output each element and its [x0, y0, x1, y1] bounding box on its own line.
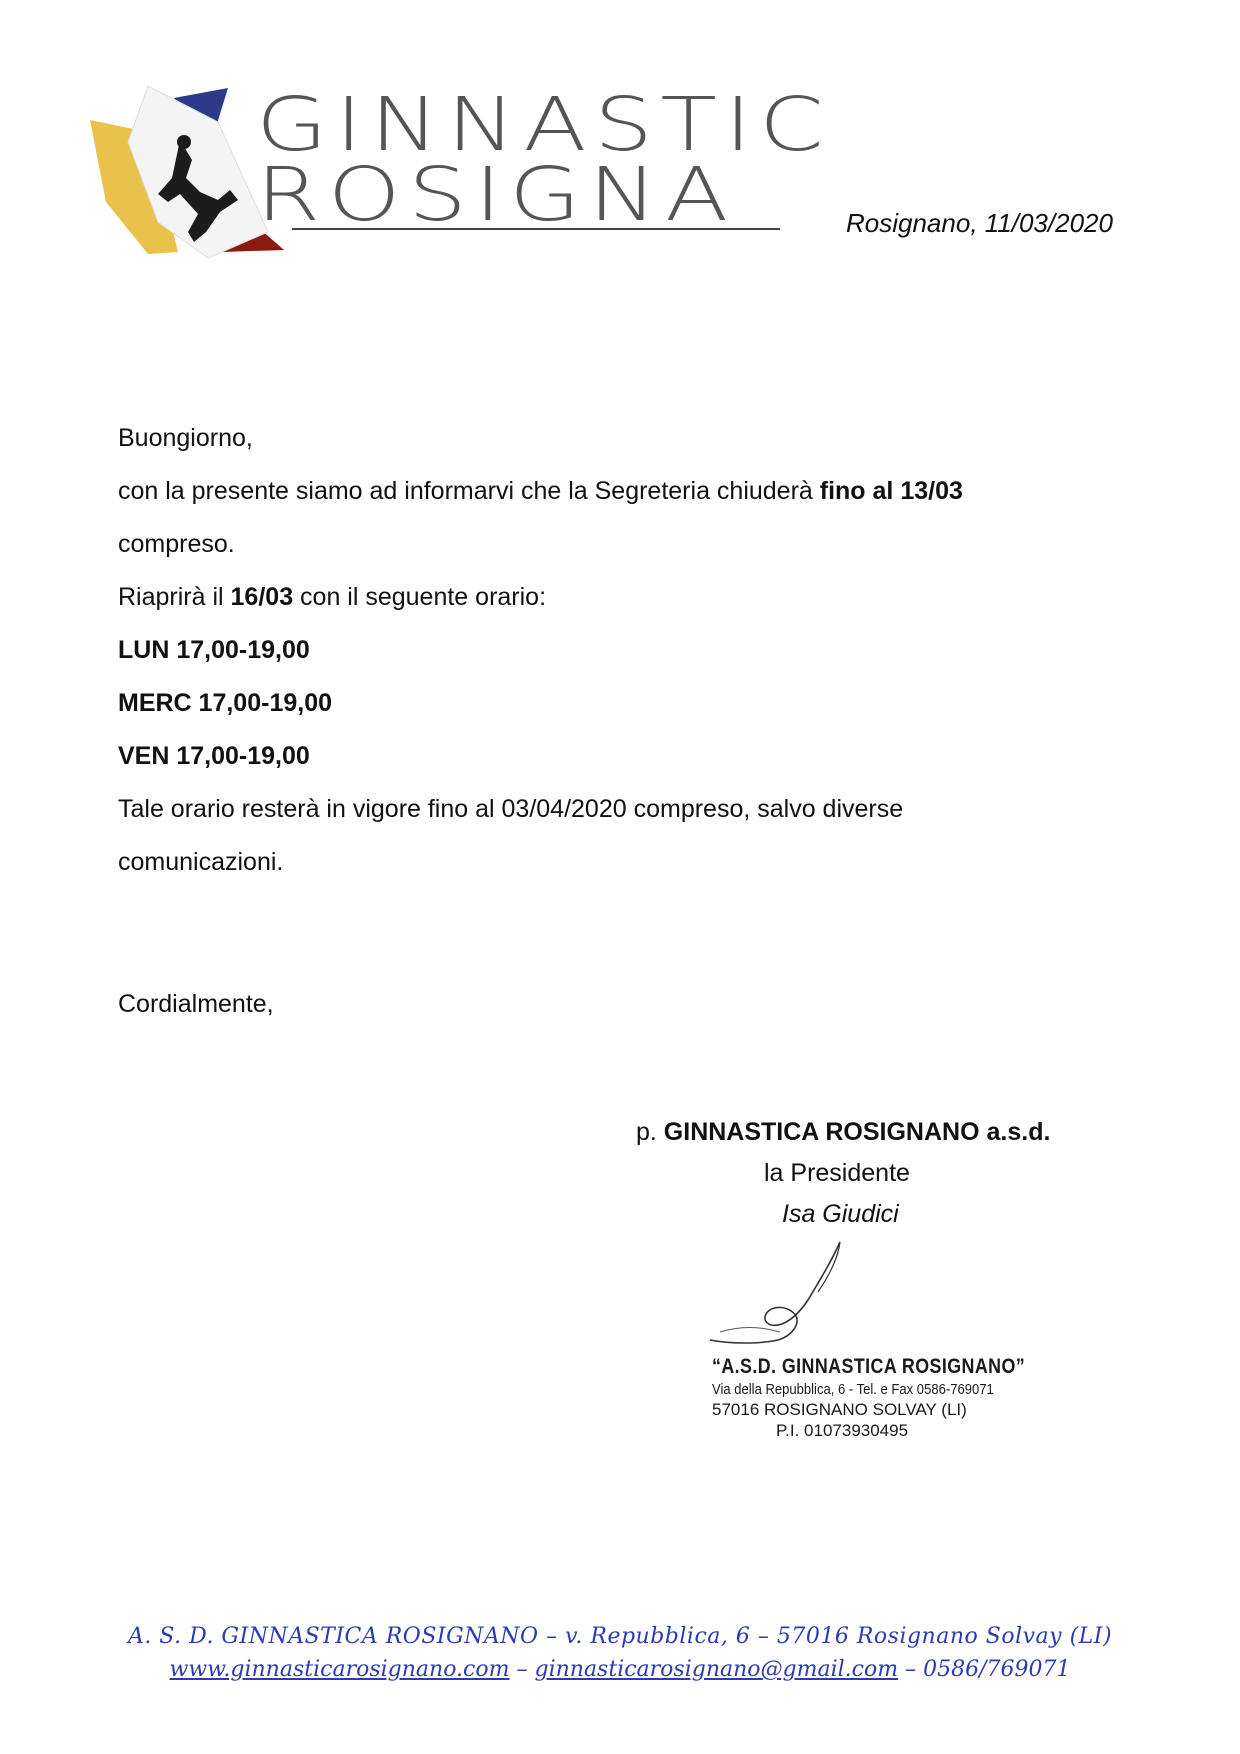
reopening-text-end: con il seguente orario: — [293, 583, 547, 611]
footer-contacts — [0, 1657, 1240, 1682]
signature-organization — [636, 1118, 1050, 1147]
closing-notice-continuation: compreso. — [118, 530, 235, 558]
stamp-address: Via della Repubblica, 6 - Tel. e Fax 0586-769071 — [712, 1382, 994, 1398]
closing-notice-text: con la presente siamo ad informarvi che la Segreteria chiuderà — [118, 477, 820, 505]
stamp-city: 57016 ROSIGNANO SOLVAY (LI) — [712, 1400, 967, 1419]
club-logo — [88, 82, 832, 262]
stamp-vat: P.I. 01073930495 — [776, 1421, 909, 1440]
footer-website-link[interactable]: www.ginnasticarosignano.com — [169, 1657, 510, 1682]
logo-text-line2: ROSIGNA — [256, 152, 736, 238]
association-stamp — [712, 1355, 1026, 1441]
handwritten-signature — [700, 1240, 860, 1350]
schedule-monday: LUN 17,00-19,00 — [118, 636, 310, 664]
validity-notice: Tale orario resterà in vigore fino al 03/04/2020 compreso, salvo diverse — [118, 795, 904, 823]
signatory-role: la Presidente — [764, 1159, 910, 1187]
closing-date-highlight: fino al 13/03 — [819, 477, 963, 505]
footer-address: A. S. D. GINNASTICA ROSIGNANO – v. Repubblica, 6 – 57016 Rosignano Solvay (LI) — [127, 1624, 1113, 1649]
logo-underline — [292, 228, 780, 230]
organization-name: GINNASTICA ROSIGNANO a.s.d. — [663, 1118, 1051, 1146]
stamp-title: “A.S.D. GINNASTICA ROSIGNANO” — [712, 1355, 1026, 1378]
closing-salutation: Cordialmente, — [118, 990, 274, 1018]
greeting: Buongiorno, — [118, 424, 253, 452]
reopening-text: Riaprirà il — [118, 583, 231, 611]
signatory-name: Isa Giudici — [782, 1200, 899, 1228]
schedule-friday: VEN 17,00-19,00 — [118, 742, 310, 770]
logo-text-line1: GINNASTIC — [256, 82, 832, 168]
footer-separator: – — [898, 1657, 924, 1682]
reopening-date-highlight: 16/03 — [230, 583, 294, 611]
schedule-wednesday: MERC 17,00-19,00 — [118, 689, 333, 717]
signature-prefix: p. — [636, 1118, 664, 1146]
footer-email-link[interactable]: ginnasticarosignano@gmail.com — [534, 1657, 899, 1682]
paragraph-reopening — [118, 583, 546, 612]
letter-date: Rosignano, 11/03/2020 — [846, 208, 1113, 238]
footer-phone: 0586/769071 — [923, 1657, 1071, 1682]
validity-notice-continuation: comunicazioni. — [118, 848, 284, 876]
paragraph-closing-notice — [118, 477, 963, 506]
footer-separator: – — [509, 1657, 535, 1682]
